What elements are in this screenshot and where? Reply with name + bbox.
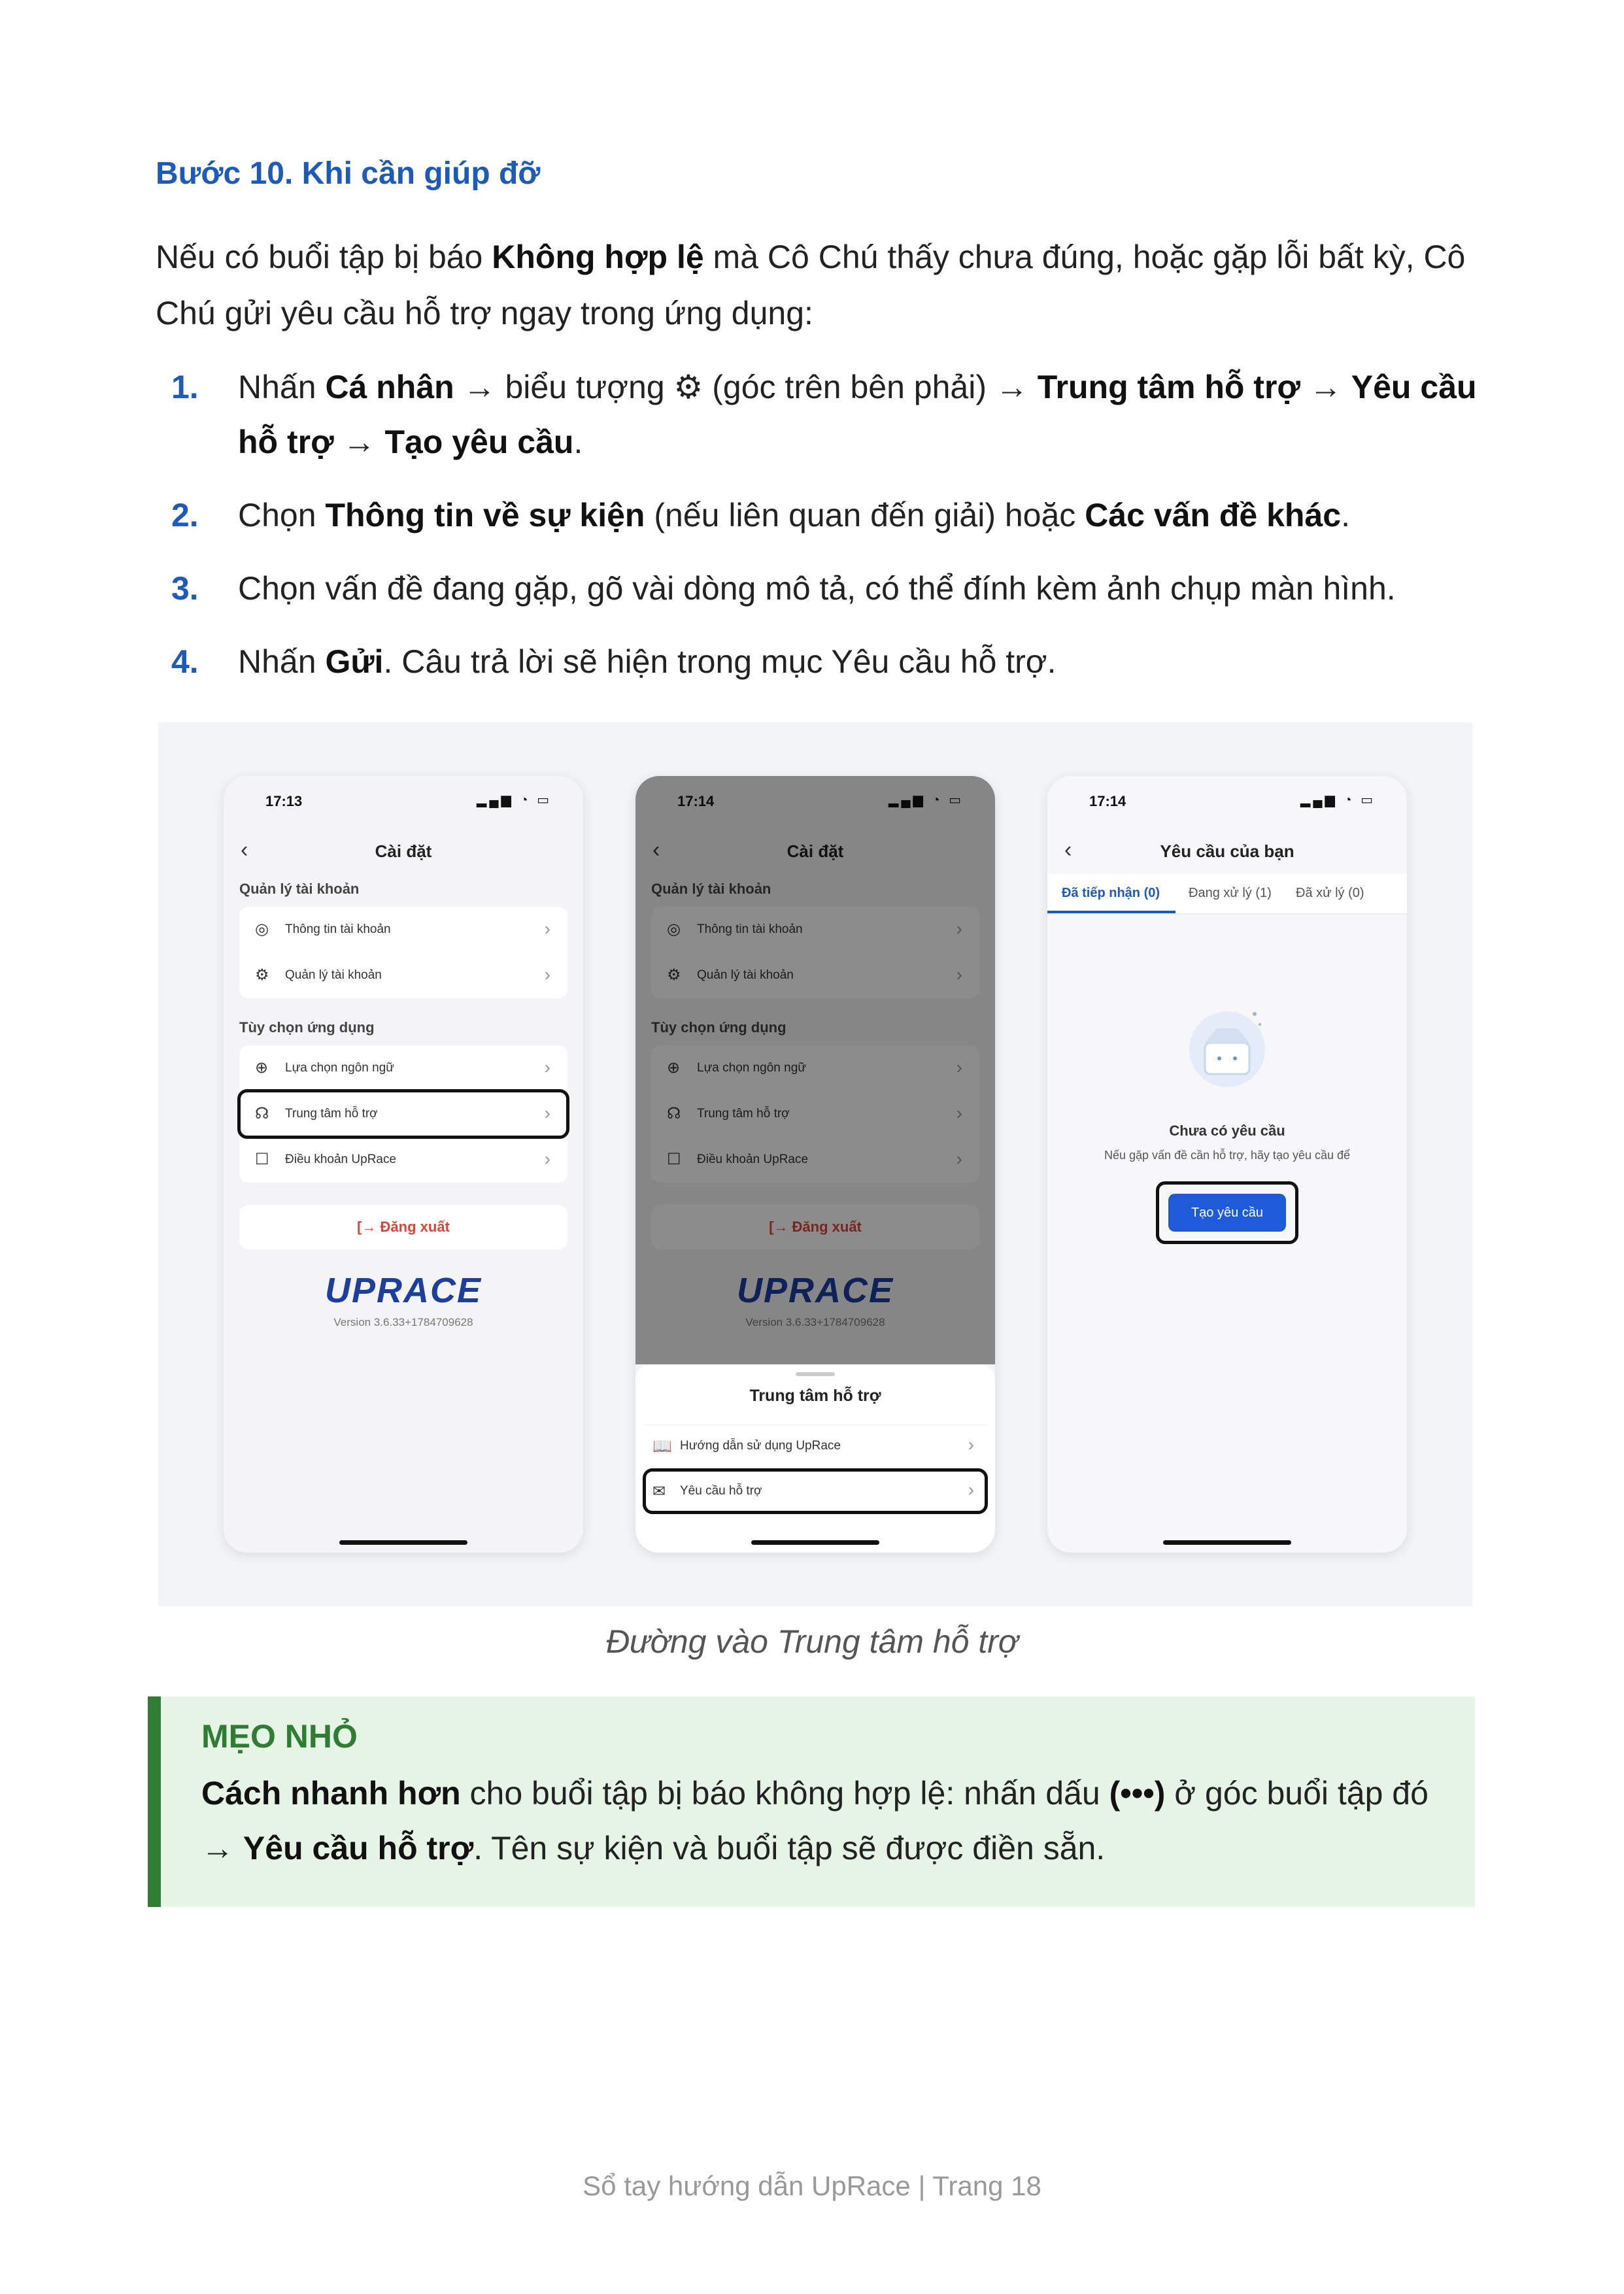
step-text: Chọn vấn đề đang gặp, gõ vài dòng mô tả, có thể đính kèm ảnh chụp màn hình. [238,570,1396,607]
tip-title: MẸO NHỎ [201,1718,358,1755]
row-label: Trung tâm hỗ trợ [697,1107,790,1121]
section-label: Quản lý tài khoản [651,881,771,897]
tip-text: ở góc buổi tập đó → [201,1775,1429,1866]
chevron-right-icon: › [544,1057,550,1077]
section-label: Tùy chọn ứng dụng [239,1019,375,1036]
step-number: 4. [171,643,199,680]
create-request-button[interactable]: Tạo yêu cầu [1168,1194,1286,1232]
tab-processing[interactable]: Đang xử lý (1) [1189,886,1272,900]
sheet-handle[interactable] [796,1372,835,1376]
user-gear-icon: ⚙ [255,966,269,984]
user-guide-row[interactable] [645,1425,986,1467]
section-label: Tùy chọn ứng dụng [651,1019,787,1036]
book-icon: 📖 [652,1438,672,1455]
step-bold: Các vấn đề khác [1085,497,1342,533]
row-label: Quản lý tài khoản [285,968,382,982]
document-icon: ☐ [255,1151,269,1168]
row-label: Lựa chọn ngôn ngữ [285,1061,395,1075]
phone-settings-screen [224,776,583,1553]
nav-bar [224,828,583,874]
headset-icon: ☊ [667,1105,681,1122]
footer-separator: | [918,2170,926,2201]
footer-title: Sổ tay hướng dẫn UpRace [583,2170,911,2201]
row-label: Lựa chọn ngôn ngữ [697,1061,807,1075]
app-version: Version 3.6.33+1784709628 [333,1316,473,1328]
chevron-right-icon: › [956,1057,962,1077]
screen-title: Cài đặt [375,841,432,861]
step-item-2 [156,488,1483,543]
status-time: 17:14 [677,793,715,809]
dim-overlay[interactable] [635,776,995,1364]
nav-bar [1047,828,1407,874]
step-bold: Trung tâm hỗ trợ [1037,369,1300,405]
step-text: → [333,424,385,460]
tip-bold: (•••) [1109,1775,1166,1812]
row-label: Hướng dẫn sử dụng UpRace [680,1439,841,1453]
user-gear-icon: ⚙ [667,966,681,984]
chevron-right-icon: › [956,1103,962,1123]
chevron-right-icon: › [544,964,550,985]
chevron-right-icon: › [956,919,962,939]
page-number: Trang 18 [932,2170,1041,2201]
row-label: Trung tâm hỗ trợ [285,1107,378,1121]
user-circle-icon: ◎ [255,920,269,938]
app-options-card [239,1045,567,1183]
home-indicator [1163,1540,1291,1545]
status-bar [1047,776,1407,828]
tip-text: . Tên sự kiện và buổi tập sẽ được điền sẵn. [473,1830,1106,1866]
step-text: . Câu trả lời sẽ hiện trong mục Yêu cầu hỗ trợ. [383,643,1057,680]
chevron-right-icon: › [968,1434,974,1455]
uprace-logo: UPRACE [736,1271,894,1310]
intro-bold-1: Không hợp lệ [492,239,704,275]
step-text: Chọn [238,497,326,533]
chevron-right-icon: › [956,964,962,985]
chevron-left-icon[interactable]: ‹ [241,837,248,862]
empty-state-title: Chưa có yêu cầu [1169,1122,1285,1139]
step-text: (nếu liên quan đến giải) hoặc [645,497,1085,533]
step-number: 3. [171,570,199,607]
chevron-left-icon[interactable]: ‹ [652,837,660,862]
document-icon: ☐ [667,1151,681,1168]
chevron-right-icon: › [968,1479,974,1500]
step-text: → biểu tượng ⚙ (góc trên bên phải) → [454,369,1038,405]
phone-requests-screen [1047,776,1407,1553]
signal-wifi-battery-icon: ▂▄▆ ◔ ▭ [476,793,552,807]
page-footer [0,2170,1624,2202]
support-request-row[interactable] [645,1470,986,1512]
chevron-right-icon: › [544,1103,550,1123]
globe-icon: ⊕ [255,1059,269,1077]
step-text: Nhấn [238,643,326,680]
tip-bold: Yêu cầu hỗ trợ [243,1830,474,1866]
step-bold: Thông tin về sự kiện [325,497,645,533]
chevron-left-icon[interactable]: ‹ [1064,837,1072,862]
home-indicator [751,1540,879,1545]
signal-wifi-battery-icon: ▂▄▆ ◔ ▭ [1300,793,1376,807]
row-label: Điều khoản UpRace [697,1153,809,1166]
step-number: 2. [171,497,199,533]
user-circle-icon: ◎ [667,920,681,938]
screen-title: Yêu cầu của bạn [1160,841,1294,861]
row-label: Thông tin tài khoản [285,922,391,936]
screen-title: Cài đặt [787,841,844,861]
tip-box [148,1696,1475,1907]
globe-icon: ⊕ [667,1059,681,1077]
intro-text-2: mà Cô Chú thấy chưa đúng, hoặc gặp lỗi bất kỳ, Cô Chú gửi yêu cầu hỗ trợ ngay trong ứng dụng: [156,239,1466,331]
settings-row[interactable] [239,1045,567,1091]
step-item-1 [156,360,1483,469]
tip-bold: Cách nhanh hơn [201,1775,461,1812]
intro-text-1: Nếu có buổi tập bị báo [156,239,492,275]
empty-state-description: Nếu gặp vấn đề cần hỗ trợ, hãy tạo yêu cầu để [1104,1149,1351,1162]
figure-caption: Đường vào Trung tâm hỗ trợ [605,1623,1019,1660]
step-bold: Cá nhân [325,369,454,405]
empty-box-icon [1181,1005,1273,1090]
step-bold: Gửi [325,643,384,680]
step-text: . [1341,497,1350,533]
settings-row[interactable] [239,907,567,953]
step-text: Nhấn [238,369,326,405]
screenshot-figure [158,722,1472,1606]
settings-row[interactable] [239,1137,567,1183]
status-time: 17:13 [265,793,303,809]
step-bold: Yêu cầu hỗ trợ [238,369,1477,460]
status-time: 17:14 [1089,793,1126,809]
status-bar [224,776,583,828]
phone-support-sheet-screen [635,776,995,1553]
logout-button[interactable]: [→ Đăng xuất [651,1205,979,1249]
chevron-right-icon: › [544,1149,550,1169]
tab-done[interactable]: Đã xử lý (0) [1296,886,1364,900]
app-version: Version 3.6.33+1784709628 [745,1316,885,1328]
sheet-title: Trung tâm hỗ trợ [749,1387,881,1405]
support-center-row[interactable] [239,1091,567,1137]
signal-wifi-battery-icon: ▂▄▆ ◔ ▭ [888,793,964,807]
uprace-logo: UPRACE [324,1271,482,1310]
row-label: Yêu cầu hỗ trợ [680,1484,762,1498]
headset-icon: ☊ [255,1105,269,1122]
section-heading: Bước 10. Khi cần giúp đỡ [156,156,541,191]
message-icon: ✉ [652,1483,666,1500]
tab-received[interactable]: Đã tiếp nhận (0) [1062,886,1160,900]
step-item-3 [156,561,1483,616]
settings-row[interactable] [239,953,567,998]
tip-text: cho buổi tập bị báo không hợp lệ: nhấn dấu [460,1775,1109,1812]
step-bold: Tạo yêu cầu [384,424,574,460]
step-text: → [1300,369,1351,405]
account-card [239,907,567,998]
support-bottom-sheet [635,1364,995,1553]
chevron-right-icon: › [956,1149,962,1169]
intro-paragraph [156,229,1483,341]
row-label: Thông tin tài khoản [697,922,803,936]
section-label: Quản lý tài khoản [239,881,360,897]
steps-list [156,360,1483,707]
home-indicator [339,1540,467,1545]
step-text: . [573,424,583,460]
request-tabs [1047,874,1407,915]
tip-body [201,1766,1457,1876]
step-item-4 [156,634,1483,689]
row-label: Điều khoản UpRace [285,1153,397,1166]
chevron-right-icon: › [544,919,550,939]
step-number: 1. [171,369,199,405]
active-tab-indicator [1047,911,1176,913]
create-button-highlight [1156,1181,1298,1244]
row-label: Quản lý tài khoản [697,968,794,982]
logout-button[interactable]: [→ Đăng xuất [239,1205,567,1249]
